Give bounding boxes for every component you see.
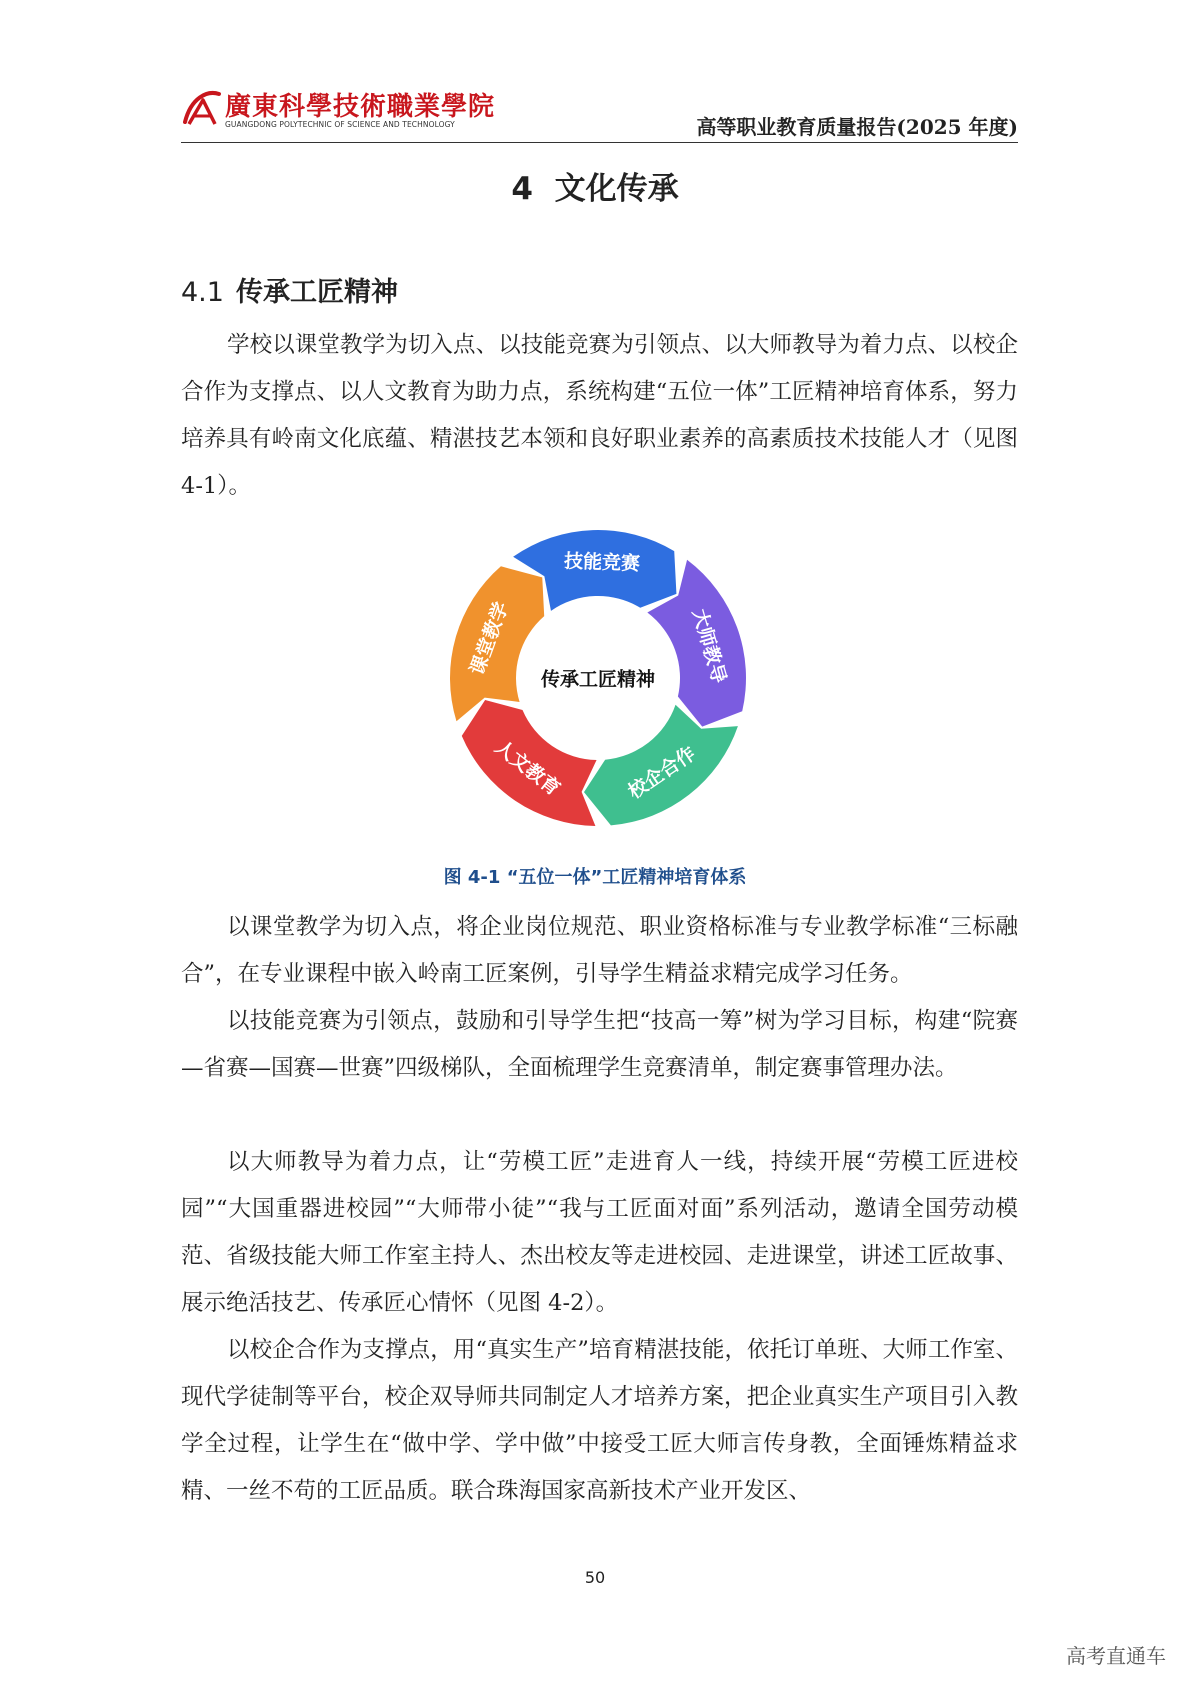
watermark: 高考直通车 xyxy=(1066,1644,1166,1668)
report-title: 高等职业教育质量报告(2025 年度) xyxy=(696,115,1018,139)
cycle-segment-label: 校企合作 xyxy=(624,742,700,804)
cycle-segment-label: 人文教育 xyxy=(490,736,565,801)
cycle-segment-label: 大师教导 xyxy=(687,606,731,686)
chapter-number: 4 xyxy=(511,171,533,207)
figure-caption: 图 4-1 “五位一体”工匠精神培育体系 xyxy=(443,867,747,888)
header-divider xyxy=(181,142,1018,143)
chapter-name: 文化传承 xyxy=(554,171,679,207)
page-number: 50 xyxy=(584,1568,606,1587)
figure-4-1 xyxy=(448,528,748,828)
school-emblem-icon xyxy=(181,86,223,128)
cycle-center-label: 传承工匠精神 xyxy=(540,668,656,691)
paragraph: 以课堂教学为切入点，将企业岗位规范、职业资格标准与专业教学标准“三标融合”，在专业课程中嵌入岭南工匠案例，引导学生精益求精完成学习任务。 xyxy=(181,914,1018,987)
school-name-cn: 廣東科學技術職業學院 xyxy=(225,92,496,122)
chapter-title xyxy=(0,163,1190,208)
section-name: 传承工匠精神 xyxy=(235,277,398,308)
section-title xyxy=(181,270,398,309)
paragraph: 学校以课堂教学为切入点、以技能竞赛为引领点、以大师教导为着力点、以校企合作为支撑点、以人文教育为助力点，系统构建“五位一体”工匠精神培育体系，努力培养具有岭南文化底蕴、精湛技艺本领和良好职业素养的高素质技术技能人才（见图 4-1）。 xyxy=(181,332,1018,499)
school-name-en: GUANGDONG POLYTECHNIC OF SCIENCE AND TECHNOLOGY xyxy=(225,120,455,129)
cycle-segment-label: 技能竞赛 xyxy=(563,550,641,575)
section-number: 4.1 xyxy=(181,277,224,308)
paragraph: 以大师教导为着力点，让“劳模工匠”走进育人一线，持续开展“劳模工匠进校园”“大国重器进校园”“大师带小徒”“我与工匠面对面”系列活动，邀请全国劳动模范、省级技能大师工作室主持人、杰出校友等走进校园、走进课堂，讲述工匠故事、展示绝活技艺、传承匠心情怀（见图 4-2）。 xyxy=(181,1149,1018,1316)
school-logo xyxy=(181,84,496,136)
page-header xyxy=(181,84,1018,142)
paragraph: 以技能竞赛为引领点，鼓励和引导学生把“技高一筹”树为学习目标，构建“院赛—省赛—国赛—世赛”四级梯队，全面梳理学生竞赛清单，制定赛事管理办法。 xyxy=(181,1008,1018,1081)
five-in-one-cycle-diagram xyxy=(448,528,748,828)
paragraph: 以校企合作为支撑点，用“真实生产”培育精湛技能，依托订单班、大师工作室、现代学徒制等平台，校企双导师共同制定人才培养方案，把企业真实生产项目引入教学全过程，让学生在“做中学、学中做”中接受工匠大师言传身教，全面锤炼精益求精、一丝不苟的工匠品质。联合珠海国家高新技术产业开发区、 xyxy=(181,1337,1018,1504)
cycle-segment-label: 课堂教学 xyxy=(466,599,513,678)
